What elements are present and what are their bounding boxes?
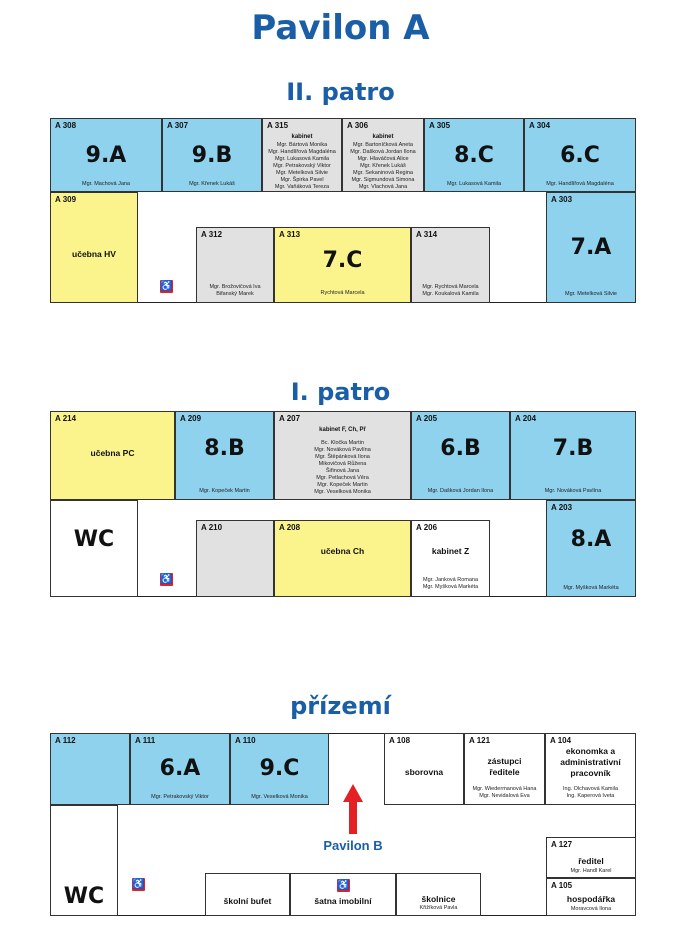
room-number: A 205 (416, 414, 438, 423)
room-person: Mgr. Křenek Lukáš (360, 163, 406, 169)
room-a203[interactable] (546, 500, 636, 597)
room-label: zástupci ředitele (487, 756, 522, 777)
room-number: A 121 (469, 736, 491, 745)
room-person: Mgr. Křenek Lukáš (189, 181, 235, 187)
room-person: Mgr. Handl Karel (570, 868, 612, 874)
room-a210[interactable] (196, 520, 274, 597)
room-person: Mgr. Hlaváčová Alice (357, 156, 409, 162)
room-label: školnice (421, 894, 456, 904)
room-number: A 108 (389, 736, 411, 745)
room-a306[interactable] (342, 118, 424, 192)
room-person: Mgr. Machová Jana (82, 181, 130, 187)
room-wc-floor1[interactable] (50, 500, 138, 597)
class-name: 8.B (204, 436, 245, 461)
room-label: kabinet F, Ch, Př (319, 427, 366, 433)
room-a208[interactable] (274, 520, 411, 597)
room-a313[interactable] (274, 227, 411, 303)
room-person: Mgr. Sekaninová Regina (353, 170, 413, 176)
room-number: A 110 (235, 736, 256, 745)
room-a303[interactable] (546, 192, 636, 303)
room-a110[interactable] (230, 733, 329, 805)
room-bufet[interactable] (205, 873, 290, 916)
room-person: Křižíková Pavla (419, 905, 458, 911)
room-number: A 303 (551, 195, 573, 204)
room-a105[interactable] (546, 878, 636, 916)
ground-title: přízemí (290, 692, 391, 720)
room-person: Mgr. Bartoníčková Aneta (353, 142, 413, 148)
room-person: Mikovičová Růžena (318, 461, 367, 467)
room-person: Mgr. Myšková Markéta (422, 584, 479, 590)
floor2-title: II. patro (286, 78, 395, 106)
wc-label: WC (63, 884, 105, 909)
room-number: A 204 (515, 414, 537, 423)
room-person: Ing. Olchavová Kamila (562, 786, 619, 792)
room-number: A 111 (135, 736, 156, 745)
room-person: Mgr. Wiedermanová Hana (472, 786, 537, 792)
room-person: Mgr. Veselková Monika (314, 489, 371, 495)
class-name: 6.B (440, 436, 481, 461)
room-person: Bc. Kločka Martin (321, 440, 364, 446)
room-a309[interactable] (50, 192, 138, 303)
room-a204[interactable] (510, 411, 636, 500)
room-person: Mgr. Koukalová Kamila (422, 291, 479, 297)
class-name: 8.C (454, 143, 494, 168)
wheelchair-icon: ♿ (160, 574, 173, 585)
room-a121[interactable] (464, 733, 545, 805)
class-name: 6.C (560, 143, 600, 168)
room-person: Mgr. Veselková Monika (251, 794, 308, 800)
room-person: Mgr. Vaňáková Tereza (274, 184, 330, 190)
room-person: Rychtová Marcela (320, 290, 365, 296)
room-number: A 312 (201, 230, 223, 239)
room-number: A 307 (167, 121, 189, 130)
room-skolnice[interactable] (396, 873, 481, 916)
room-person: Mgr. Metelková Silvie (565, 291, 617, 297)
room-a111[interactable] (130, 733, 230, 805)
room-number: A 104 (550, 736, 572, 745)
room-label: učebna HV (72, 249, 116, 259)
room-person: Mgr. Kopeček Martin (199, 488, 250, 494)
room-a112[interactable] (50, 733, 130, 805)
room-a214[interactable] (50, 411, 175, 500)
room-a207[interactable] (274, 411, 411, 500)
room-a312[interactable] (196, 227, 274, 303)
room-number: A 207 (279, 414, 301, 423)
room-a127[interactable] (546, 837, 636, 878)
room-number: A 112 (55, 736, 76, 745)
room-label: hospodářka (566, 894, 616, 904)
class-name: 9.B (191, 143, 233, 168)
room-wc-ground[interactable] (50, 805, 118, 916)
wc-label: WC (73, 527, 115, 552)
class-name: 8.A (570, 527, 612, 552)
room-satna[interactable] (290, 873, 396, 916)
class-name: 9.A (85, 143, 127, 168)
room-number: A 209 (180, 414, 202, 423)
room-person: Mgr. Lukasová Kamila (446, 181, 502, 187)
room-person: Ing. Kaperová Iveta (566, 793, 615, 799)
pavilon-b-label[interactable]: Pavilon B (323, 838, 383, 853)
room-number: A 314 (416, 230, 438, 239)
room-person: Mgr. Nevidalová Eva (479, 793, 530, 799)
room-a206[interactable] (411, 520, 490, 597)
room-number: A 309 (55, 195, 77, 204)
room-person: Mgr. Vlachová Jana (358, 184, 408, 190)
room-label: kabinet (372, 134, 394, 140)
room-person: Mgr. Lukasová Kamila (274, 156, 330, 162)
room-a205[interactable] (411, 411, 510, 500)
room-person: Mgr. Handlířová Magdaléna (546, 181, 614, 187)
room-label: učebna Ch (320, 546, 365, 556)
room-a104[interactable] (545, 733, 636, 805)
room-person: Mgr. Špirka Pavel (280, 177, 324, 183)
room-number: A 214 (55, 414, 77, 423)
room-label: sborovna (404, 767, 444, 777)
wheelchair-icon: ♿ (160, 281, 173, 292)
class-name: 6.A (159, 756, 201, 781)
room-number: A 208 (279, 523, 301, 532)
room-a315[interactable] (262, 118, 342, 192)
room-person: Mgr. Nováková Pavlína (544, 488, 602, 494)
room-a308[interactable] (50, 118, 162, 192)
page-title: Pavilon A (251, 8, 430, 48)
room-number: A 305 (429, 121, 451, 130)
room-label: učebna PC (90, 448, 135, 458)
floor1-title: I. patro (290, 378, 391, 406)
room-number: A 306 (347, 121, 369, 130)
room-number: A 203 (551, 503, 573, 512)
room-number: A 304 (529, 121, 551, 130)
room-person: Mgr. Dašková Jordan Ilona (427, 488, 494, 494)
room-number: A 313 (279, 230, 301, 239)
room-label: šatna imobilní (314, 896, 372, 906)
room-person: Mgr. Rychtová Marcela (422, 284, 479, 290)
room-a305[interactable] (424, 118, 524, 192)
wheelchair-icon: ♿ (337, 880, 350, 891)
room-a307[interactable] (162, 118, 262, 192)
room-person: Mgr. Brožovičová Iva (209, 284, 261, 290)
room-person: Mgr. Petrakovský Viktor (273, 163, 331, 169)
room-person: Mgr. Bártová Monika (276, 142, 328, 148)
room-label: ekonomka a administrativní pracovník (560, 746, 621, 778)
room-person: Mgr. Petlachová Věra (316, 475, 369, 481)
room-number: A 105 (551, 881, 573, 890)
room-person: Moravcová Ilona (570, 906, 612, 912)
room-number: A 206 (416, 523, 438, 532)
room-label: kabinet (291, 134, 313, 140)
class-name: 7.A (570, 235, 612, 260)
room-person: Mgr. Myšková Markéta (563, 585, 619, 591)
room-a108[interactable] (384, 733, 464, 805)
room-number: A 308 (55, 121, 77, 130)
room-person: Mgr. Handlířová Magdaléna (268, 149, 336, 155)
room-number: A 315 (267, 121, 289, 130)
room-label: kabinet Z (431, 546, 470, 556)
room-person: Mgr. Nováková Pavlína (314, 447, 371, 453)
room-number: A 127 (551, 840, 573, 849)
class-name: 7.C (322, 248, 363, 273)
room-person: Mgr. Petrakovský Viktor (151, 794, 209, 800)
room-person: Mgr. Sigmundová Simona (351, 177, 415, 183)
room-person: Mgr. Janková Romana (422, 577, 479, 583)
room-person: Mgr. Kopeček Martin (317, 482, 368, 488)
wheelchair-icon: ♿ (132, 879, 145, 890)
room-person: Mgr. Metelková Silvie (276, 170, 328, 176)
room-a304[interactable] (524, 118, 636, 192)
class-name: 9.C (259, 756, 300, 781)
room-person: Mgr. Štěpánková Ilona (315, 454, 370, 460)
room-label: školní bufet (223, 896, 272, 906)
room-a314[interactable] (411, 227, 490, 303)
room-number: A 210 (201, 523, 223, 532)
room-person: Šiřinová Jana (325, 468, 360, 474)
room-label: ředitel (578, 856, 604, 866)
class-name: 7.B (552, 436, 594, 461)
room-person: Bifanský Marek (216, 291, 254, 297)
room-a209[interactable] (175, 411, 274, 500)
room-person: Mgr. Dašková Jordan Ilona (350, 149, 416, 155)
